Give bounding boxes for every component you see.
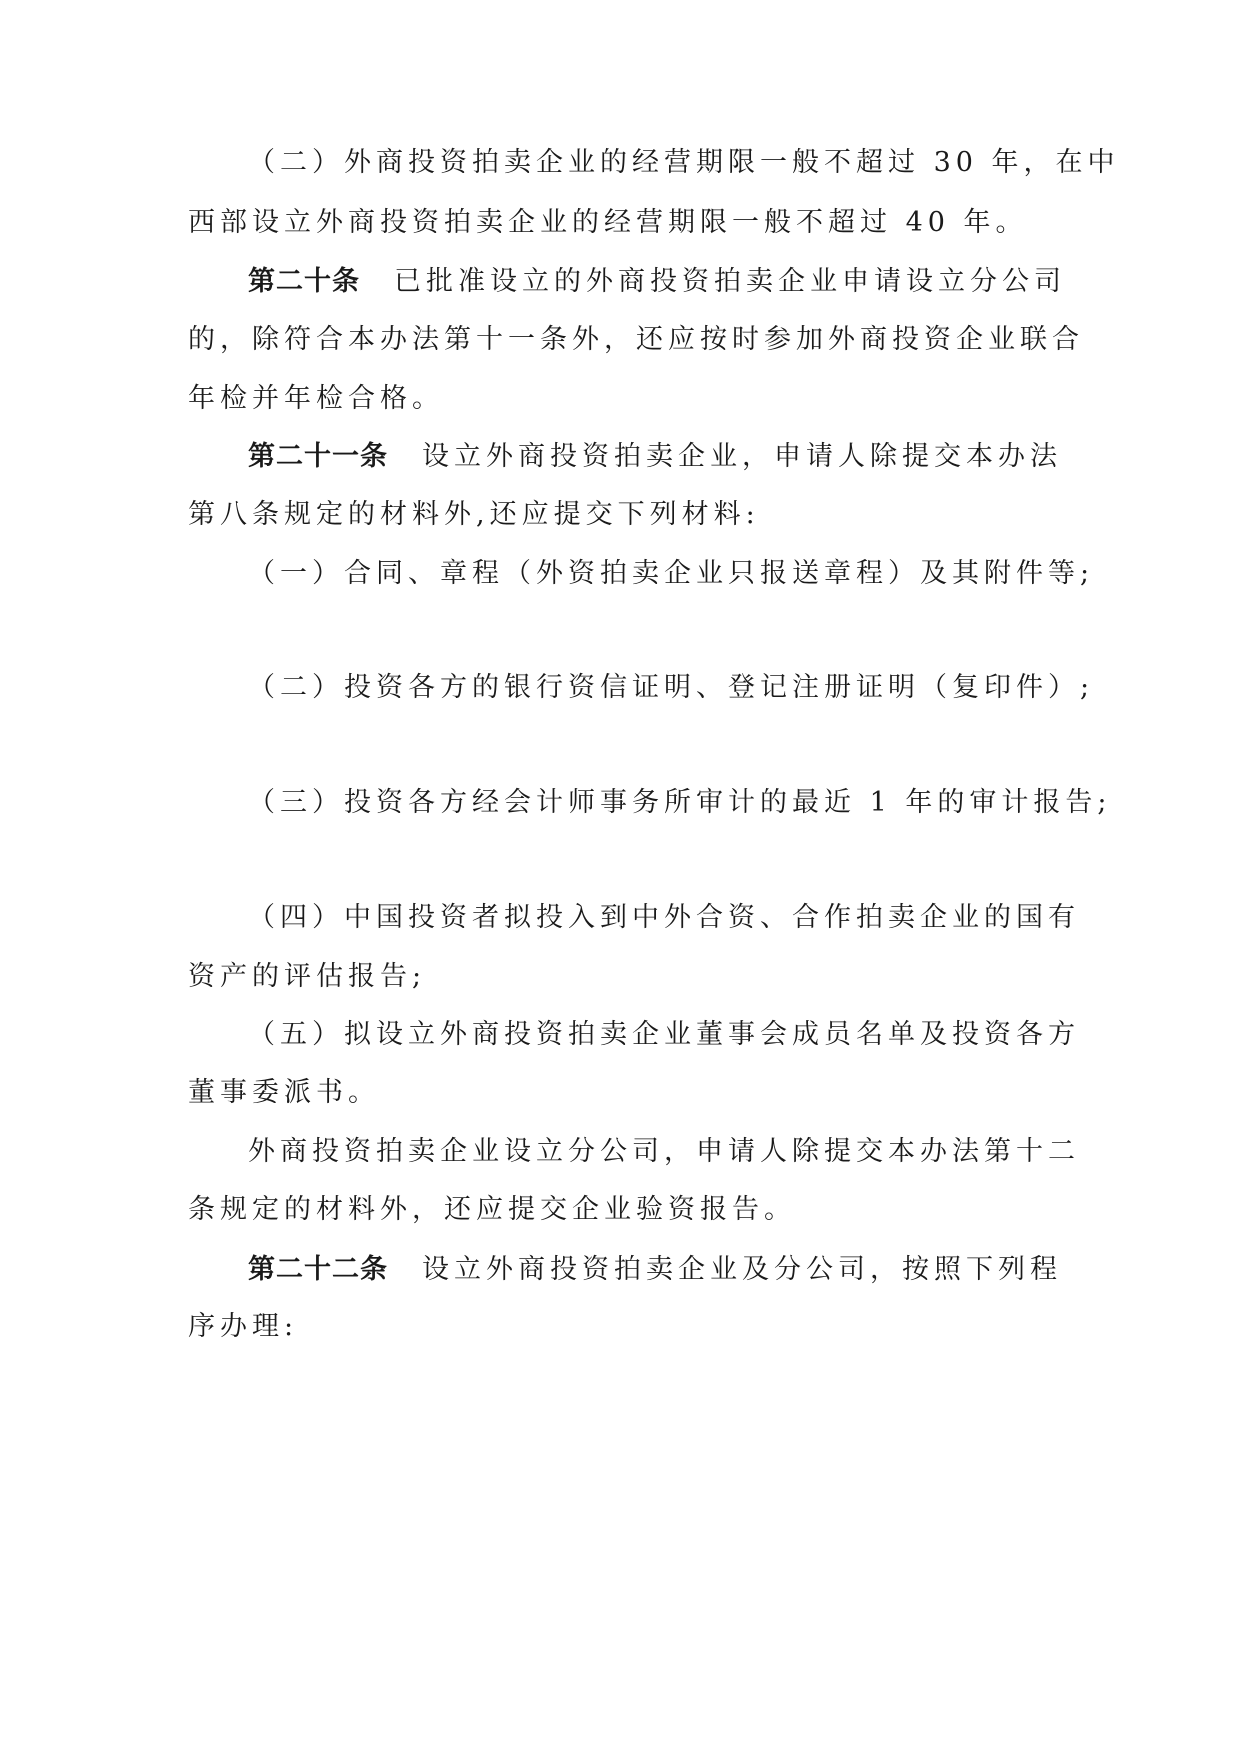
list-item bbox=[248, 898, 1080, 938]
line-text: 资产的评估报告; bbox=[188, 961, 427, 992]
line-text: （四）中国投资者拟投入到中外合资、合作拍卖企业的国有 bbox=[248, 902, 1080, 933]
line-text: （三）投资各方经会计师事务所审计的最近 1 年的审计报告; bbox=[248, 787, 1112, 818]
line-text: 年检并年检合格。 bbox=[188, 383, 444, 414]
line-text: （二）外商投资拍卖企业的经营期限一般不超过 30 年，在中 bbox=[248, 147, 1120, 178]
article-heading: 第二十二条 bbox=[248, 1254, 388, 1285]
text-line bbox=[248, 143, 1120, 183]
line-text: 外商投资拍卖企业设立分公司，申请人除提交本办法第十二 bbox=[248, 1136, 1080, 1167]
line-text: 序办理: bbox=[188, 1311, 299, 1342]
list-item bbox=[248, 668, 1094, 708]
text-line bbox=[188, 320, 1084, 360]
line-text: 西部设立外商投资拍卖企业的经营期限一般不超过 40 年。 bbox=[188, 207, 1028, 238]
article-21-line bbox=[248, 437, 1062, 477]
line-text: 的，除符合本办法第十一条外，还应按时参加外商投资企业联合 bbox=[188, 324, 1084, 355]
list-item bbox=[248, 554, 1094, 594]
article-20-line bbox=[248, 262, 1066, 302]
line-text: 设立外商投资拍卖企业及分公司，按照下列程 bbox=[422, 1254, 1062, 1285]
text-line bbox=[188, 379, 444, 419]
text-line bbox=[188, 1073, 380, 1113]
text-line bbox=[188, 495, 760, 535]
line-text: （五）拟设立外商投资拍卖企业董事会成员名单及投资各方 bbox=[248, 1019, 1080, 1050]
line-text: 设立外商投资拍卖企业，申请人除提交本办法 bbox=[422, 441, 1062, 472]
article-heading: 第二十条 bbox=[248, 266, 360, 297]
text-line bbox=[188, 957, 426, 997]
article-heading: 第二十一条 bbox=[248, 441, 388, 472]
line-text: 第八条规定的材料外,还应提交下列材料: bbox=[188, 499, 760, 530]
list-item bbox=[248, 783, 1111, 823]
text-line bbox=[188, 1307, 298, 1347]
line-text: 条规定的材料外，还应提交企业验资报告。 bbox=[188, 1194, 796, 1225]
line-text: 董事委派书。 bbox=[188, 1077, 380, 1108]
line-text: （一）合同、章程（外资拍卖企业只报送章程）及其附件等; bbox=[248, 558, 1095, 589]
paragraph-line bbox=[248, 1132, 1080, 1172]
article-22-line bbox=[248, 1250, 1062, 1290]
line-text: 已批准设立的外商投资拍卖企业申请设立分公司 bbox=[394, 266, 1066, 297]
list-item bbox=[248, 1015, 1080, 1055]
line-text: （二）投资各方的银行资信证明、登记注册证明（复印件）; bbox=[248, 672, 1095, 703]
text-line bbox=[188, 203, 1028, 243]
text-line bbox=[188, 1190, 796, 1230]
